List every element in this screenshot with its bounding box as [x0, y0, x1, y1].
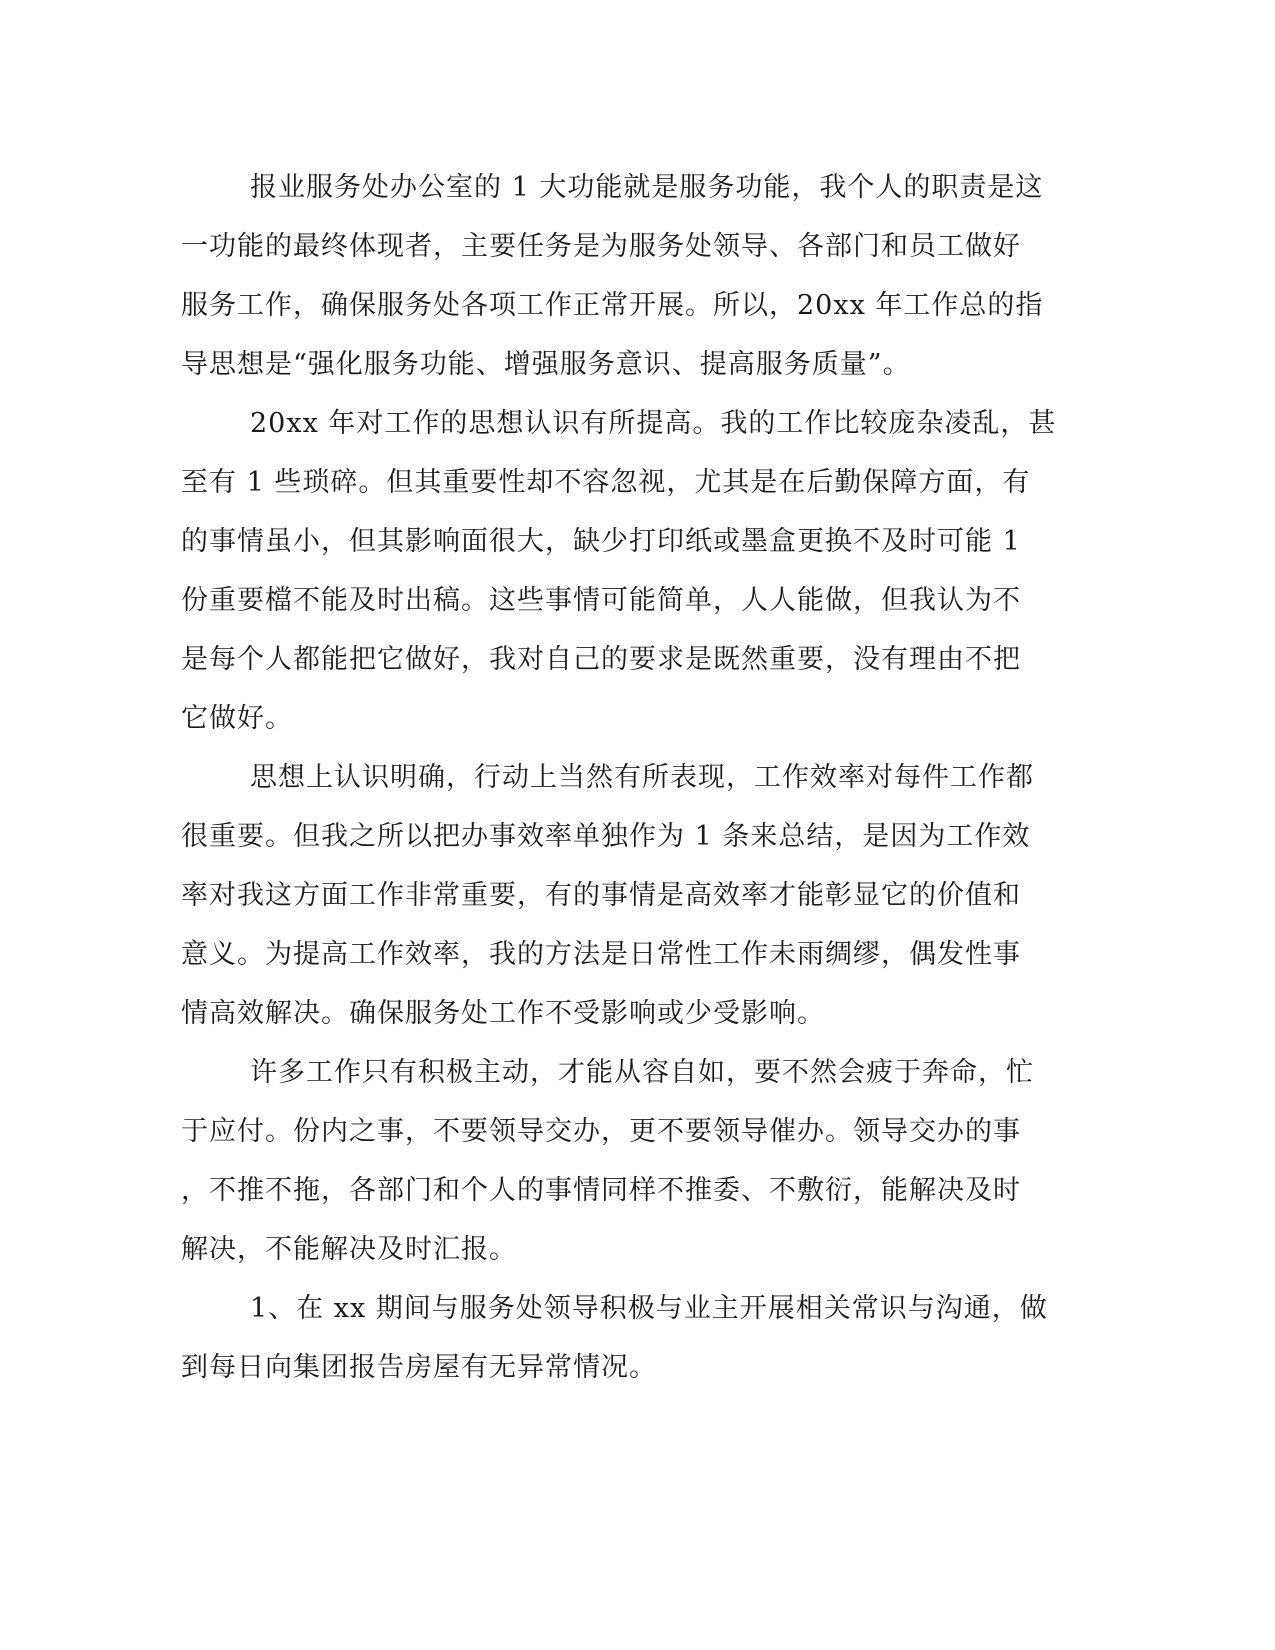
text-line: 意义。为提高工作效率，我的方法是日常性工作未雨绸缪，偶发性事 [181, 939, 1021, 970]
text-line: 的事情虽小，但其影响面很大，缺少打印纸或墨盒更换不及时可能 1 [181, 526, 1021, 557]
text-line: 报业服务处办公室的 1 大功能就是服务功能，我个人的职责是这 [250, 172, 1044, 203]
paragraph-5 [181, 1279, 1048, 1397]
text-line: ，不推不拖，各部门和个人的事情同样不推委、不敷衍，能解决及时 [181, 1175, 1021, 1206]
text-line: 思想上认识明确，行动上当然有所表现，工作效率对每件工作都 [250, 762, 1034, 793]
text-line: 解决，不能解决及时汇报。 [181, 1234, 517, 1265]
text-line: 服务工作，确保服务处各项工作正常开展。所以，20xx 年工作总的指 [181, 290, 1044, 321]
text-line: 它做好。 [181, 703, 293, 734]
text-line: 情高效解决。确保服务处工作不受影响或少受影响。 [181, 998, 825, 1029]
text-line: 导思想是“强化服务功能、增强服务意识、提高服务质量”。 [181, 349, 911, 380]
document-body [181, 158, 1057, 1397]
text-line: 至有 1 些琐碎。但其重要性却不容忽视，尤其是在后勤保障方面，有 [181, 467, 1031, 498]
text-line: 许多工作只有积极主动，才能从容自如，要不然会疲于奔命，忙 [250, 1057, 1034, 1088]
paragraph-3 [181, 748, 1041, 1043]
paragraph-4 [181, 1043, 1041, 1279]
paragraph-2 [181, 394, 1057, 748]
text-line: 于应付。份内之事，不要领导交办，更不要领导催办。领导交办的事 [181, 1116, 1021, 1147]
text-line: 率对我这方面工作非常重要，有的事情是高效率才能彰显它的价值和 [181, 880, 1021, 911]
text-line: 一功能的最终体现者，主要任务是为服务处领导、各部门和员工做好 [181, 231, 1021, 262]
text-line: 1、在 xx 期间与服务处领导积极与业主开展相关常识与沟通，做 [250, 1293, 1048, 1324]
paragraph-1 [181, 158, 1044, 394]
text-line: 20xx 年对工作的思想认识有所提高。我的工作比较庞杂凌乱，甚 [250, 408, 1057, 439]
text-line: 是每个人都能把它做好，我对自己的要求是既然重要，没有理由不把 [181, 644, 1021, 675]
text-line: 很重要。但我之所以把办事效率单独作为 1 条来总结，是因为工作效 [181, 821, 1031, 852]
text-line: 份重要檔不能及时出稿。这些事情可能简单，人人能做，但我认为不 [181, 585, 1021, 616]
text-line: 到每日向集团报告房屋有无异常情况。 [181, 1352, 657, 1383]
